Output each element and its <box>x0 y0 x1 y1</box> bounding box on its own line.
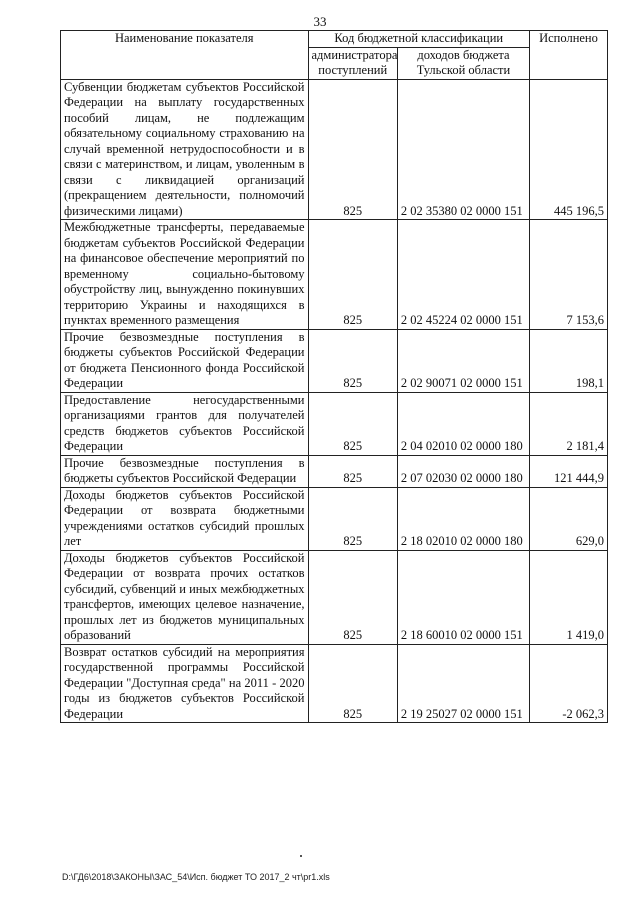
row-name: Доходы бюджетов субъектов Российской Федерации от возврата бюджетными учреждениями остатков субсидий прошлых лет <box>61 487 309 550</box>
row-name: Субвенции бюджетам субъектов Российской Федерации на выплату государственных пособий лицам, не подлежащим обязательному социальному страхованию на случай временной нетрудоспособности и в связи с материнством, и лицам, уволенным в связи с ликвидацией организаций (прекращением деятельности, полномочий физическими лицами) <box>61 79 309 220</box>
table-row <box>61 550 608 644</box>
table-body <box>61 79 608 723</box>
row-executed: 1 419,0 <box>529 550 607 644</box>
row-admin-code: 825 <box>308 329 397 392</box>
row-admin-code: 825 <box>308 644 397 723</box>
row-admin-code: 825 <box>308 220 397 330</box>
file-path-footer: D:\ГД6\2018\ЗАКОНЫ\ЗАС_54\Исп. бюджет ТО 2017_2 чт\pr1.xls <box>62 872 330 882</box>
table-row <box>61 329 608 392</box>
header-income-col: доходов бюджета Тульской области <box>397 47 529 79</box>
row-income-code: 2 18 02010 02 0000 180 <box>397 487 529 550</box>
header-name-col: Наименование показателя <box>61 31 309 80</box>
row-name: Доходы бюджетов субъектов Российской Федерации от возврата прочих остатков субсидий, субвенций и иных межбюджетных трансфертов, имеющих целевое назначение, прошлых лет из бюджетов муниципальных образований <box>61 550 309 644</box>
row-admin-code: 825 <box>308 487 397 550</box>
row-executed: 2 181,4 <box>529 392 607 455</box>
header-admin-col: администратора поступлений <box>308 47 397 79</box>
row-name: Межбюджетные трансферты, передаваемые бюджетам субъектов Российской Федерации на финансовое обеспечение мероприятий по временному социально-бытовому обустройству лиц, вынужденно покинувших территорию Украины и находящихся в пунктах временного размещения <box>61 220 309 330</box>
row-executed: -2 062,3 <box>529 644 607 723</box>
table-row <box>61 487 608 550</box>
table-row <box>61 392 608 455</box>
row-income-code: 2 02 45224 02 0000 151 <box>397 220 529 330</box>
row-admin-code: 825 <box>308 550 397 644</box>
row-executed: 7 153,6 <box>529 220 607 330</box>
row-name: Возврат остатков субсидий на мероприятия государственной программы Российской Федерации "Доступная среда" на 2011 - 2020 годы из бюджетов субъектов Российской Федерации <box>61 644 309 723</box>
table-header <box>61 31 608 80</box>
row-admin-code: 825 <box>308 455 397 487</box>
row-admin-code: 825 <box>308 392 397 455</box>
header-code-group: Код бюджетной классификации <box>308 31 529 48</box>
row-income-code: 2 04 02010 02 0000 180 <box>397 392 529 455</box>
row-name: Прочие безвозмездные поступления в бюджеты субъектов Российской Федерации <box>61 455 309 487</box>
row-admin-code: 825 <box>308 79 397 220</box>
header-executed-col: Исполнено <box>529 31 607 80</box>
budget-table <box>60 30 608 723</box>
row-name: Предоставление негосударственными организациями грантов для получателей средств бюджетов субъектов Российской Федерации <box>61 392 309 455</box>
row-executed: 629,0 <box>529 487 607 550</box>
row-income-code: 2 19 25027 02 0000 151 <box>397 644 529 723</box>
row-income-code: 2 02 35380 02 0000 151 <box>397 79 529 220</box>
row-executed: 121 444,9 <box>529 455 607 487</box>
row-name: Прочие безвозмездные поступления в бюджеты субъектов Российской Федерации от бюджета Пенсионного фонда Российской Федерации <box>61 329 309 392</box>
row-income-code: 2 18 60010 02 0000 151 <box>397 550 529 644</box>
page-number: 33 <box>313 14 327 29</box>
row-executed: 445 196,5 <box>529 79 607 220</box>
row-executed: 198,1 <box>529 329 607 392</box>
scan-speck <box>300 855 302 857</box>
row-income-code: 2 02 90071 02 0000 151 <box>397 329 529 392</box>
table-row <box>61 79 608 220</box>
table-row <box>61 644 608 723</box>
table-row <box>61 455 608 487</box>
table-row <box>61 220 608 330</box>
row-income-code: 2 07 02030 02 0000 180 <box>397 455 529 487</box>
